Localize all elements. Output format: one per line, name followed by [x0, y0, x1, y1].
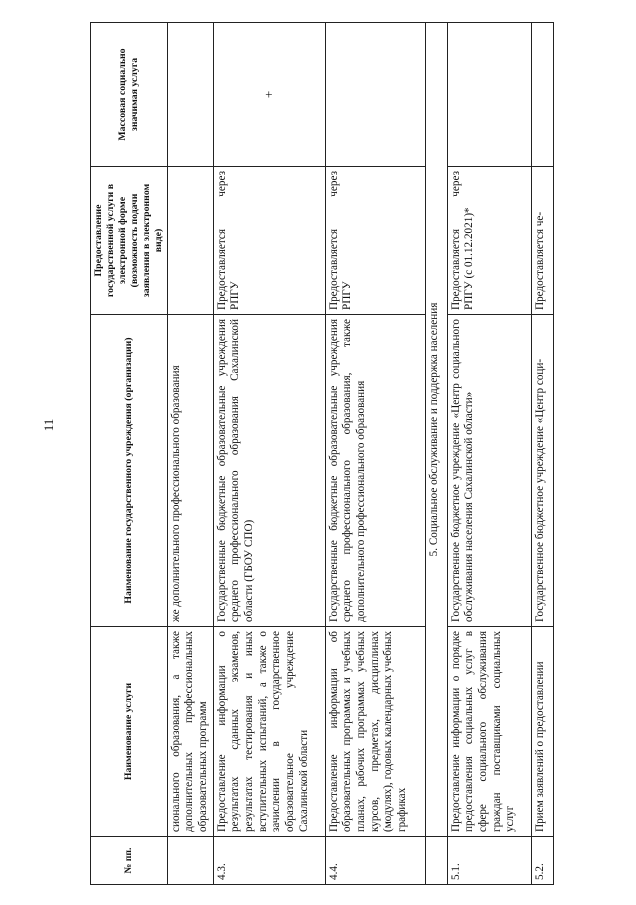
table-row: [447, 23, 531, 885]
cell-service-name: Предоставление информации об образовательных программах и учебных планах, рабочих программах учебных курсов, предметах, дисциплинах (модулях), годовых календарных учебных графиках: [325, 627, 425, 837]
cell-num: 5.2.: [531, 837, 553, 885]
cell-mass: [531, 23, 553, 167]
cell-organization: Государственные бюджетные образовательные учреждения среднего профессионального образования Сахалинской области (ГБОУ СПО): [213, 315, 325, 627]
cell-electronic: Предоставляется через РПГУ: [325, 167, 425, 315]
cell-electronic: Предоставляется через РПГУ: [213, 167, 325, 315]
cell-num: [167, 837, 213, 885]
cell-organization: Государственное бюджетное учреждение «Центр социального обслуживания населения Сахалинской области»: [447, 315, 531, 627]
cell-mass: [167, 23, 213, 167]
cell-organization: же дополнительного профессионального образования: [167, 315, 213, 627]
services-table: [90, 22, 554, 885]
cell-electronic: Предоставляется че-: [531, 167, 553, 315]
cell-organization: Государственное бюджетное учреждение «Центр соци-: [531, 315, 553, 627]
cell-num: 5.1.: [447, 837, 531, 885]
cell-num: 4.4.: [325, 837, 425, 885]
cell-num: 4.3.: [213, 837, 325, 885]
section-title: 5. Социальное обслуживание и поддержка населения: [425, 23, 447, 837]
header-num: № пп.: [91, 837, 168, 885]
table-row: [213, 23, 325, 885]
cell-electronic: [167, 167, 213, 315]
cell-mass: [325, 23, 425, 167]
table-row: [531, 23, 553, 885]
rotated-table-container: [90, 23, 625, 885]
cell-service-name: Прием заявлений о предоставлении: [531, 627, 553, 837]
cell-service-name: сионального образования, а также дополнительных профессиональных образовательных программ: [167, 627, 213, 837]
table-row: [325, 23, 425, 885]
header-organization: Наименование государственного учреждения (организации): [91, 315, 168, 627]
header-service-name: Наименование услуги: [91, 627, 168, 837]
section-spacer: [425, 837, 447, 885]
cell-electronic: Предоставляется через РПГУ (с 01.12.2021)*: [447, 167, 531, 315]
section-heading-row: [425, 23, 447, 885]
table-header-row: [91, 23, 168, 885]
cell-mass: [447, 23, 531, 167]
cell-service-name: Предоставление информации о порядке предоставления социальных услуг в сфере социального обслуживания граждан поставщиками социальных услуг: [447, 627, 531, 837]
header-electronic: Предоставление государственной услуги в электронной форме (возможность подачи заявления в электронном виде): [91, 167, 168, 315]
header-mass: Массовая социально значимая услуга: [91, 23, 168, 167]
cell-organization: Государственные бюджетные образовательные учреждения среднего профессионального образования, также дополнительного профессионального образования: [325, 315, 425, 627]
page-number: 11: [41, 418, 56, 432]
cell-service-name: Предоставление информации о результатах сданных экзаменов, результатах тестирования и иных вступительных испытаний, а также о зачислении в государственное образовательное учреждение Сахалинской области: [213, 627, 325, 837]
table-row: [167, 23, 213, 885]
cell-mass: +: [213, 23, 325, 167]
